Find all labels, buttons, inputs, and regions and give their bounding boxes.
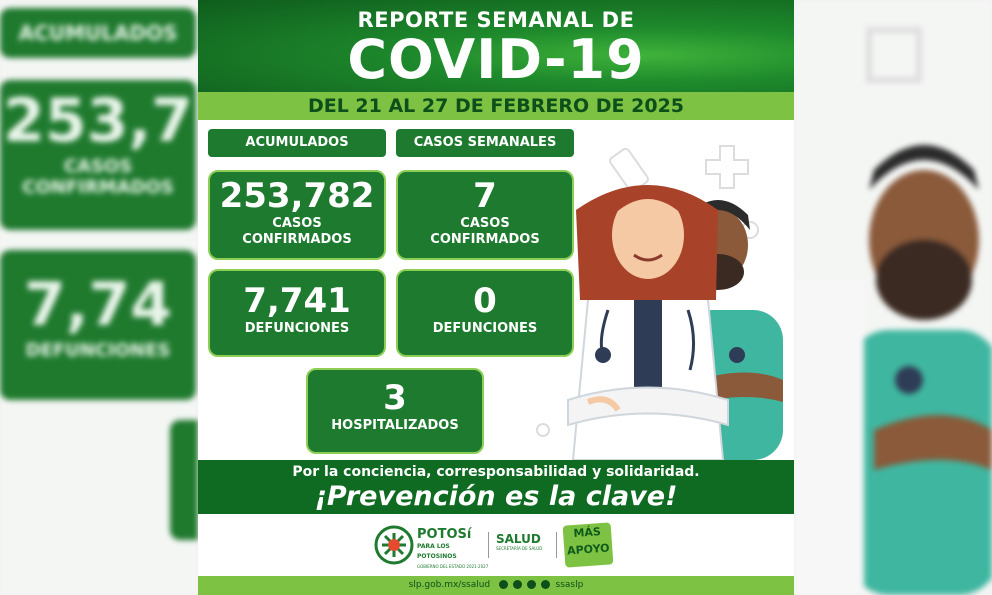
weekly-deaths-label: DEFUNCIONES bbox=[432, 321, 538, 336]
blurred-confirmed-sub1: CASOS bbox=[63, 156, 133, 177]
website-link[interactable]: slp.gob.mx/ssalud bbox=[408, 580, 491, 590]
blurred-confirmed-value: 253,7 bbox=[3, 86, 193, 156]
hospitalized-label: HOSPITALIZADOS bbox=[331, 418, 459, 433]
blurred-deaths-label: DEFUNCIONES bbox=[25, 340, 171, 361]
weekly-confirmed-label1: CASOS bbox=[460, 216, 510, 231]
blurred-confirmed-box bbox=[0, 80, 196, 230]
youtube-icon[interactable] bbox=[527, 580, 536, 589]
social-handle[interactable]: ssaslp bbox=[555, 580, 584, 590]
accumulated-confirmed-value: 253,782 bbox=[219, 176, 375, 216]
blurred-doctor-image bbox=[794, 0, 992, 595]
hospitalized-value: 3 bbox=[383, 378, 407, 418]
blurred-deaths-value: 7,74 bbox=[23, 270, 173, 340]
potosi-government: GOBIERNO DEL ESTADO 2021-2027 bbox=[417, 564, 489, 569]
weekly-confirmed-card bbox=[396, 170, 574, 260]
instagram-icon[interactable] bbox=[541, 580, 550, 589]
header-banner bbox=[198, 0, 794, 92]
potosi-subtitle: PARA LOS POTOSINOS bbox=[417, 543, 457, 560]
salud-logo bbox=[496, 533, 552, 551]
x-icon[interactable] bbox=[513, 580, 522, 589]
bottom-contact-bar bbox=[198, 576, 794, 595]
weekly-confirmed-label2: CONFIRMADOS bbox=[430, 232, 540, 247]
weekly-deaths-card bbox=[396, 269, 574, 357]
blurred-bottom-box bbox=[170, 420, 198, 540]
mas-apoyo-logo bbox=[563, 522, 614, 567]
accumulated-label: ACUMULADOS bbox=[208, 129, 386, 157]
footer-slogan: Por la conciencia, corresponsabilidad y solidaridad. bbox=[292, 464, 700, 480]
potosi-logo-text bbox=[417, 528, 489, 572]
stats-area bbox=[198, 120, 794, 460]
report-title-line2: COVID-19 bbox=[347, 28, 645, 91]
salud-subtitle: SECRETARÍA DE SALUD bbox=[496, 546, 543, 551]
accumulated-confirmed-label1: CASOS bbox=[272, 216, 322, 231]
facebook-icon[interactable] bbox=[499, 580, 508, 589]
date-range: DEL 21 AL 27 DE FEBRERO DE 2025 bbox=[198, 92, 794, 120]
doctors-illustration bbox=[558, 170, 788, 460]
salud-title: SALUD bbox=[496, 532, 541, 546]
footer-headline: ¡Prevención es la clave! bbox=[314, 481, 678, 512]
weekly-deaths-value: 0 bbox=[473, 281, 497, 321]
blurred-left-panel bbox=[0, 0, 198, 595]
hospitalized-card bbox=[306, 368, 484, 454]
blurred-right-panel bbox=[794, 0, 992, 595]
potosi-title: POTOSí bbox=[417, 527, 472, 542]
accumulated-confirmed-label2: CONFIRMADOS bbox=[242, 232, 352, 247]
institution-logos bbox=[198, 514, 794, 576]
weekly-cases-label: CASOS SEMANALES bbox=[396, 129, 574, 157]
logo-divider-2 bbox=[556, 532, 557, 558]
logo-divider-1 bbox=[488, 532, 489, 558]
report-title-line1: REPORTE SEMANAL DE bbox=[357, 8, 635, 32]
covid-report-poster bbox=[198, 0, 794, 595]
blurred-deaths-box bbox=[0, 250, 196, 400]
mas-apoyo-apoyo: APOYO bbox=[566, 541, 610, 558]
mas-apoyo-mas: MÁS bbox=[573, 525, 602, 540]
potosi-emblem-icon bbox=[374, 525, 414, 565]
accumulated-deaths-value: 7,741 bbox=[243, 281, 351, 321]
accumulated-confirmed-card bbox=[208, 170, 386, 260]
blurred-confirmed-sub2: CONFIRMADOS bbox=[22, 177, 174, 198]
blurred-label-box: ACUMULADOS bbox=[0, 8, 196, 58]
accumulated-deaths-label: DEFUNCIONES bbox=[244, 321, 350, 336]
accumulated-deaths-card bbox=[208, 269, 386, 357]
male-stethoscope-icon bbox=[729, 347, 745, 363]
weekly-confirmed-value: 7 bbox=[473, 176, 497, 216]
footer-banner bbox=[198, 460, 794, 514]
